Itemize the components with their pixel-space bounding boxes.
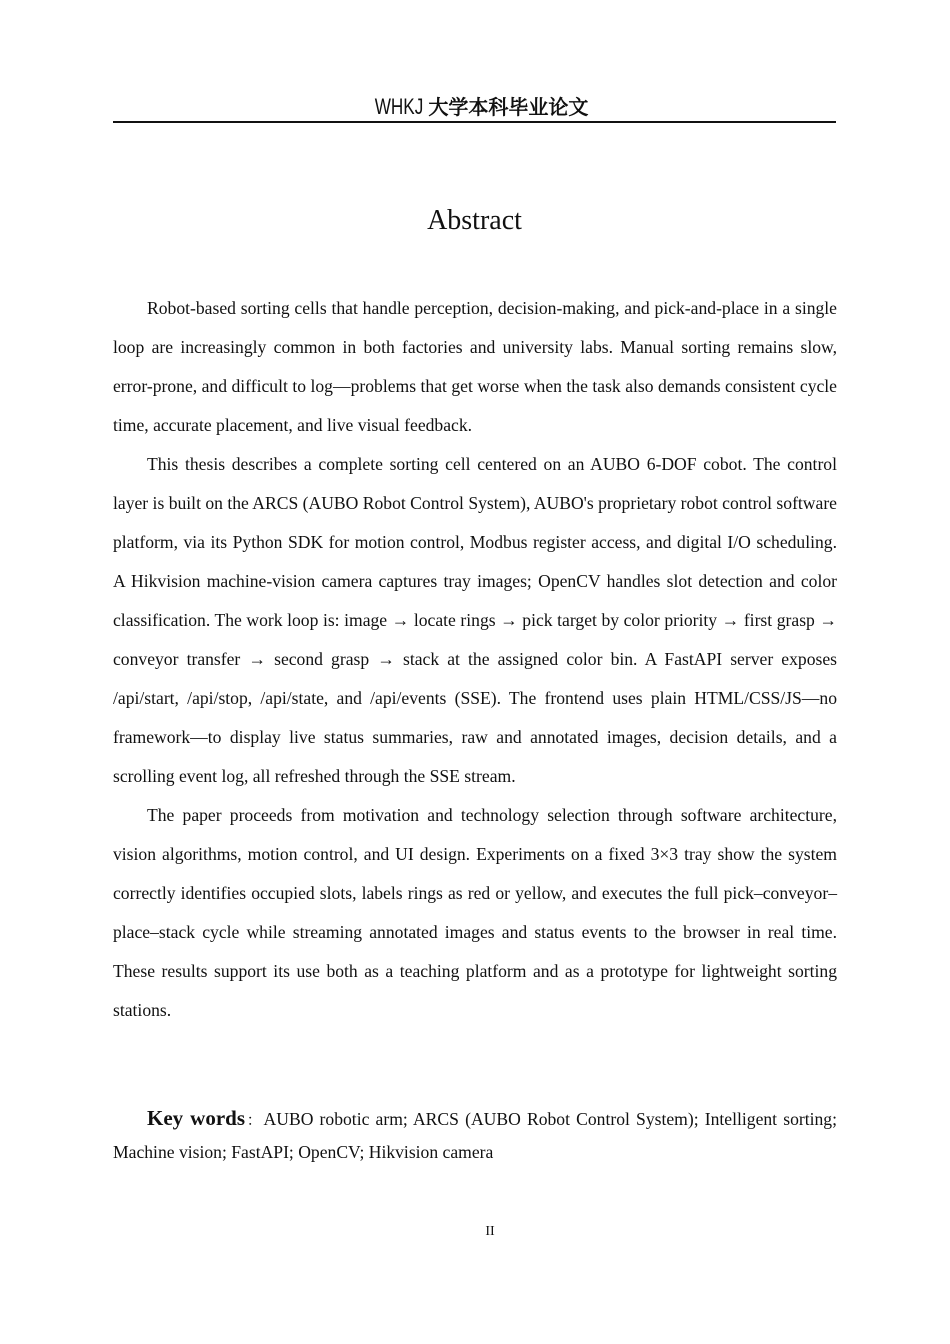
keywords-label: Key words [147,1106,246,1130]
header-university-code: WHKJ [374,94,423,119]
abstract-paragraph-3: The paper proceeds from motivation and technology selection through software architecture, vision algorithms, motion control, and UI design. Experiments on a fixed 3×3 tray show the system correctly identifies occupied slots, labels rings as red or yellow, and executes the full pick–conveyor–place–stack cycle while streaming annotated images and status events to the browser in real time. These results support its use both as a teaching platform and as a prototype for lightweight sorting stations. [113,805,837,1020]
page-title: Abstract [427,205,522,236]
abstract-paragraph-1: Robot-based sorting cells that handle perception, decision-making, and pick-and-place in a single loop are increasingly common in both factories and university labs. Manual sorting remains slow, error-prone, and difficult to log—problems that get worse when the task also demands consistent cycle time, accurate placement, and live visual feedback. [113,298,837,435]
keywords-separator: ： [245,1113,264,1129]
abstract-body [113,289,837,1030]
header-divider [113,121,836,123]
keywords-block [113,1103,837,1168]
running-header [113,94,836,120]
keywords-list: AUBO robotic arm; ARCS (AUBO Robot Control System); Intelligent sorting; Machine vision; FastAPI; OpenCV; Hikvision camera [113,1109,837,1162]
page-number: II [485,1224,495,1239]
header-thesis-label: 大学本科毕业论文 [428,95,589,119]
abstract-paragraph-2: This thesis describes a complete sorting cell centered on an AUBO 6-DOF cobot. The control layer is built on the ARCS (AUBO Robot Control System), AUBO's proprietary robot control software platform, via its Python SDK for motion control, Modbus register access, and digital I/O scheduling. A Hikvision machine-vision camera captures tray images; OpenCV handles slot detection and color classification. The work loop is: image → locate rings → pick target by color priority → first grasp → conveyor transfer → second grasp → stack at the assigned color bin. A FastAPI server exposes /api/start, /api/stop, /api/state, and /api/events (SSE). The frontend uses plain HTML/CSS/JS—no framework—to display live status summaries, raw and annotated images, decision details, and a scrolling event log, all refreshed through the SSE stream. [113,454,837,786]
